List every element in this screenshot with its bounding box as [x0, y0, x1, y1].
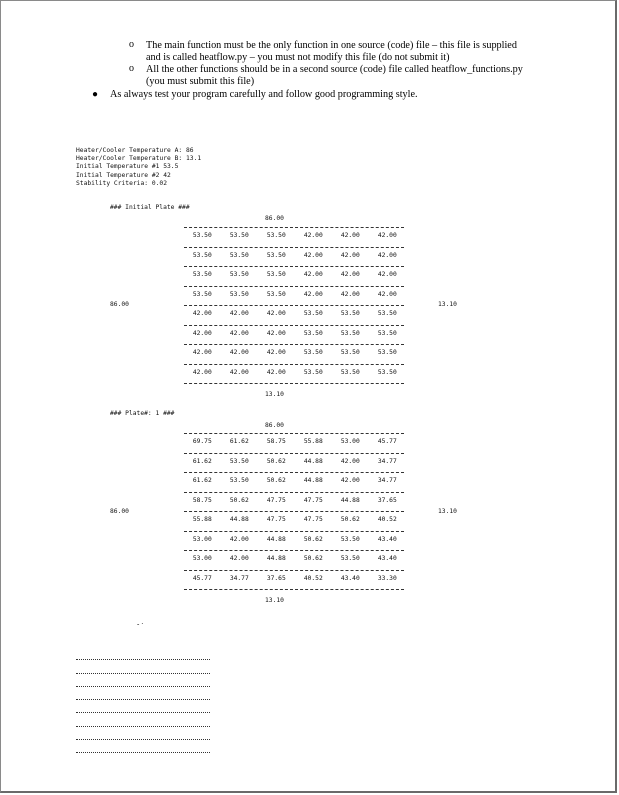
plate-cell: 53.50	[340, 368, 360, 376]
plate-top-temperature: 86.00	[265, 215, 284, 222]
answer-lines	[76, 647, 210, 753]
plate-cell: 42.00	[340, 477, 360, 484]
plate-cell: 44.88	[340, 496, 360, 504]
param-line: Stability Criteria: 0.02	[76, 179, 167, 187]
dashed-separator	[184, 570, 404, 571]
plate-cell: 42.00	[192, 310, 212, 317]
dashed-separator	[184, 383, 404, 384]
plate-cell: 42.00	[229, 310, 249, 317]
plate-cell: 42.00	[340, 251, 360, 259]
dashed-separator	[184, 492, 404, 493]
plate-cell: 42.00	[340, 232, 360, 239]
instructions	[0, 40, 619, 101]
dotted-answer-line	[76, 674, 210, 687]
plate-row	[184, 305, 404, 325]
plate-cell: 53.50	[266, 232, 286, 239]
plate-cell: 42.00	[303, 251, 323, 259]
plate-cell: 42.00	[192, 349, 212, 356]
plate-cell: 53.50	[377, 349, 397, 356]
param-line: Heater/Cooler Temperature B: 13.1	[76, 155, 202, 163]
plate-bottom-temperature: 13.10	[265, 597, 284, 604]
dotted-answer-line	[76, 713, 210, 726]
plate-cell: 47.75	[303, 496, 323, 504]
plate-cell: 50.62	[303, 535, 323, 543]
plate-left-temperature: 86.00	[110, 508, 129, 515]
plate-cell: 45.77	[192, 574, 212, 582]
plate-cell: 53.50	[303, 349, 323, 356]
plate-row	[184, 266, 404, 286]
plate-cell: 53.50	[377, 368, 397, 376]
plate-row	[184, 511, 404, 531]
plate-cell: 44.88	[266, 555, 286, 562]
plate-cell: 61.62	[192, 477, 212, 484]
plate-cell: 50.62	[266, 477, 286, 484]
plate-cell: 53.00	[340, 438, 360, 445]
plate-row	[184, 433, 404, 453]
plate-cell: 42.00	[303, 271, 323, 278]
dashed-separator	[184, 453, 404, 454]
plate-cell: 42.00	[229, 535, 249, 543]
plate-cell: 42.00	[266, 310, 286, 317]
param-line: Initial Temperature #1 53.5	[76, 163, 179, 171]
plate-cell: 53.50	[192, 232, 212, 239]
parameters-block	[76, 147, 201, 188]
plate-cell: 58.75	[192, 496, 212, 504]
plate-cell: 42.00	[340, 290, 360, 298]
plate-cell: 53.50	[266, 251, 286, 259]
plate-cell: 42.00	[340, 271, 360, 278]
plate-cell: 42.00	[377, 290, 397, 298]
plate-cell: 53.50	[377, 329, 397, 337]
plate-cell: 44.88	[303, 457, 323, 465]
dashed-separator	[184, 227, 404, 228]
plate-grid	[184, 433, 404, 590]
dotted-answer-line	[76, 647, 210, 660]
plate-cell: 42.00	[192, 368, 212, 376]
plate-cell: 53.50	[192, 251, 212, 259]
plate-cell: 42.00	[229, 368, 249, 376]
plate-cell: 34.77	[229, 574, 249, 582]
plate-cell: 53.50	[266, 290, 286, 298]
param-line: Heater/Cooler Temperature A: 86	[76, 147, 194, 154]
plate-title: ### Initial Plate ###	[110, 204, 190, 211]
plate-cell: 43.40	[377, 535, 397, 543]
plate-row	[184, 550, 404, 570]
plate-grid	[184, 227, 404, 384]
plate-row	[184, 472, 404, 492]
plate-cell: 53.50	[303, 329, 323, 337]
plate-cell: 42.00	[229, 349, 249, 356]
plate-row	[184, 247, 404, 267]
plate-row	[184, 286, 404, 306]
plate-cell: 55.88	[192, 516, 212, 523]
plate-cell: 53.50	[229, 251, 249, 259]
plate-cell: 37.65	[266, 574, 286, 582]
plate-cell: 47.75	[266, 496, 286, 504]
plate-cell: 43.40	[377, 555, 397, 562]
filled-bullet-icon: ●	[92, 89, 99, 101]
plate-right-temperature: 13.10	[438, 508, 457, 515]
plate-title: ### Plate#: 1 ###	[110, 410, 175, 417]
sub-bullet-1	[129, 39, 526, 64]
plate-cell: 42.00	[266, 349, 286, 356]
dotted-answer-line	[76, 700, 210, 713]
plate-cell: 53.50	[340, 535, 360, 543]
plate-right-temperature: 13.10	[438, 301, 457, 308]
plate-cell: 47.75	[266, 516, 286, 523]
dashed-separator	[184, 305, 404, 306]
plate-cell: 42.00	[303, 290, 323, 298]
plate-row	[184, 325, 404, 345]
sub-bullet-2	[129, 63, 526, 88]
plate-bottom-temperature: 13.10	[265, 391, 284, 398]
dashed-separator	[184, 531, 404, 532]
sub-bullet-1-text: The main function must be the only function in one source (code) file – this file is supplied and is called heatflow.py – you must not modify this file (do not submit it)	[146, 40, 517, 64]
plate-cell: 61.62	[192, 457, 212, 465]
dotted-answer-line	[76, 660, 210, 673]
plate-cell: 42.00	[340, 457, 360, 465]
dashed-separator	[184, 344, 404, 345]
plate-row	[184, 492, 404, 512]
plate-cell: 61.62	[229, 438, 249, 445]
plate-cell: 42.00	[266, 329, 286, 337]
plate-cell: 58.75	[266, 438, 286, 445]
plate-cell: 47.75	[303, 516, 323, 523]
plate-cell: 53.50	[340, 329, 360, 337]
plate-cell: 34.77	[377, 477, 397, 484]
plate-cell: 50.62	[340, 516, 360, 523]
plate-left-temperature: 86.00	[110, 301, 129, 308]
plate-cell: 42.00	[229, 329, 249, 337]
sub-bullet-2-text: All the other functions should be in a second source (code) file called heatflow_functions.py (you must submit this file)	[146, 64, 523, 88]
main-bullet	[92, 89, 530, 101]
plate-cell: 44.88	[303, 477, 323, 484]
main-bullet-text: As always test your program carefully and follow good programming style.	[110, 89, 418, 101]
plate-row	[184, 344, 404, 364]
dashed-separator	[184, 589, 404, 590]
dotted-answer-line	[76, 740, 210, 753]
plate-cell: 40.52	[303, 574, 323, 582]
plate-cell: 40.52	[377, 516, 397, 523]
plate-cell: 42.00	[303, 232, 323, 239]
plate-cell: 53.50	[266, 271, 286, 278]
plate-cell: 53.50	[192, 271, 212, 278]
plate-cell: 53.50	[340, 310, 360, 317]
plate-row	[184, 364, 404, 384]
plate-cell: 53.50	[229, 290, 249, 298]
stray-mark: - ·	[137, 620, 144, 628]
dashed-separator	[184, 286, 404, 287]
dashed-separator	[184, 550, 404, 551]
plate-cell: 50.62	[266, 457, 286, 465]
plate-row	[184, 570, 404, 590]
plate-cell: 45.77	[377, 438, 397, 445]
hollow-circle-icon: o	[129, 39, 134, 50]
plate-cell: 53.50	[377, 310, 397, 317]
plate-cell: 34.77	[377, 457, 397, 465]
dashed-separator	[184, 325, 404, 326]
param-line: Initial Temperature #2 42	[76, 171, 171, 179]
plate-cell: 55.88	[303, 438, 323, 445]
plate-cell: 53.50	[340, 349, 360, 356]
plate-cell: 53.50	[192, 290, 212, 298]
plate-cell: 53.00	[192, 535, 212, 543]
plate-cell: 53.00	[192, 555, 212, 562]
plate-cell: 33.30	[377, 574, 397, 582]
plate-cell: 42.00	[192, 329, 212, 337]
plate-cell: 53.50	[340, 555, 360, 562]
plate-cell: 42.00	[377, 271, 397, 278]
plate-row	[184, 453, 404, 473]
plate-cell: 37.65	[377, 496, 397, 504]
dashed-separator	[184, 433, 404, 434]
plate-cell: 50.62	[229, 496, 249, 504]
plate-cell: 53.50	[229, 477, 249, 484]
dashed-separator	[184, 247, 404, 248]
plate-cell: 42.00	[377, 232, 397, 239]
plate-cell: 44.88	[229, 516, 249, 523]
plate-cell: 44.88	[266, 535, 286, 543]
plate-cell: 53.50	[303, 368, 323, 376]
plate-cell: 53.50	[229, 457, 249, 465]
plate-cell: 50.62	[303, 555, 323, 562]
plate-cell: 53.50	[229, 232, 249, 239]
plate-row	[184, 227, 404, 247]
dashed-separator	[184, 364, 404, 365]
plate-cell: 42.00	[377, 251, 397, 259]
plate-cell: 42.00	[229, 555, 249, 562]
plate-row	[184, 531, 404, 551]
plate-cell: 69.75	[192, 438, 212, 445]
plate-cell: 53.50	[303, 310, 323, 317]
plate-cell: 53.50	[229, 271, 249, 278]
dotted-answer-line	[76, 727, 210, 740]
dotted-answer-line	[76, 687, 210, 700]
plate-top-temperature: 86.00	[265, 422, 284, 429]
hollow-circle-icon: o	[129, 63, 134, 75]
plate-cell: 42.00	[266, 368, 286, 376]
dashed-separator	[184, 266, 404, 267]
plate-cell: 43.40	[340, 574, 360, 582]
dashed-separator	[184, 511, 404, 512]
dashed-separator	[184, 472, 404, 473]
